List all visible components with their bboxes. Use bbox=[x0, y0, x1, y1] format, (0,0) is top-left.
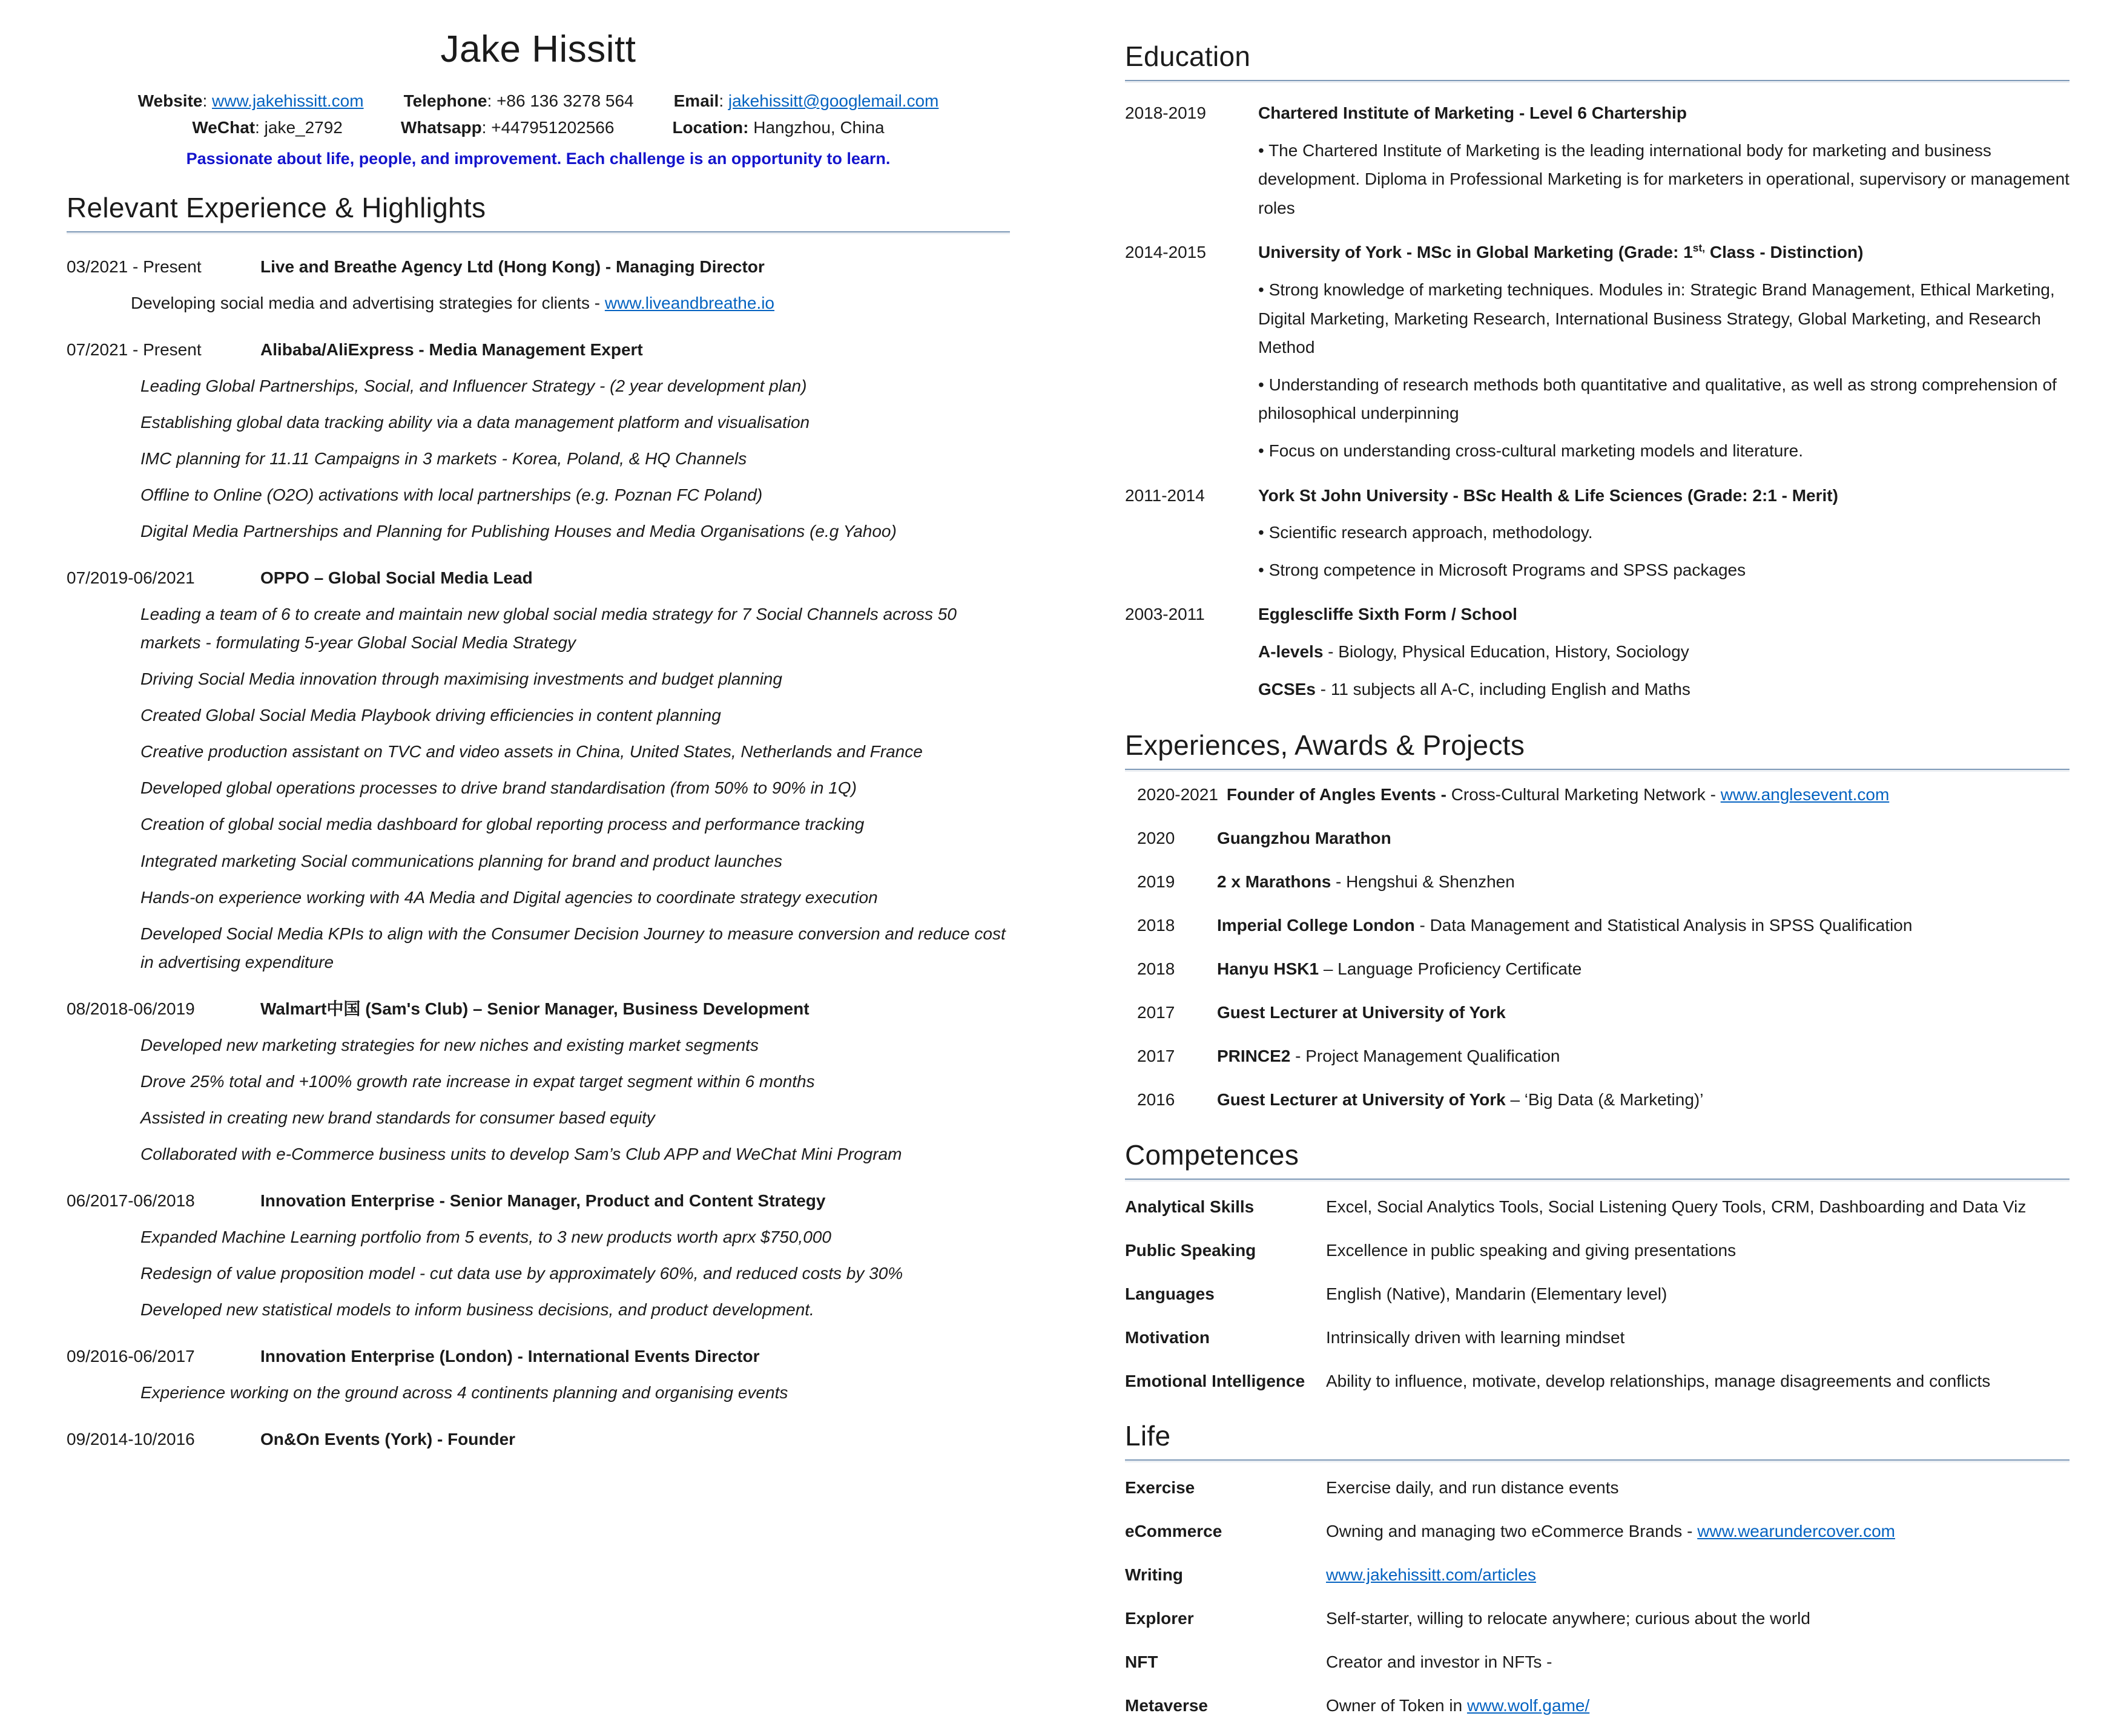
education-bullet bbox=[1258, 275, 2070, 362]
contact-value: Hangzhou, China bbox=[753, 118, 885, 137]
hyperlink[interactable]: www.jakehissitt.com/articles bbox=[1326, 1565, 1536, 1585]
education-bullet-text: Understanding of research methods both quantitative and qualitative, as well as strong comprehension of philosophical underpinning bbox=[1258, 375, 2057, 423]
section-life bbox=[1125, 1419, 2070, 1719]
education-title-text: Egglescliffe Sixth Form / School bbox=[1258, 605, 1517, 624]
section-rule bbox=[67, 231, 1010, 234]
section-awards bbox=[1125, 729, 2070, 1113]
bullet-glyph: • bbox=[1258, 523, 1269, 542]
experience-line bbox=[131, 289, 1010, 317]
education-dates: 2018-2019 bbox=[1125, 104, 1206, 122]
education-bullet-text: Focus on understanding cross-cultural marketing models and literature. bbox=[1268, 441, 1804, 460]
experience-line-text: Establishing global data tracking ability via a data management platform and visualisation bbox=[140, 413, 810, 432]
award-body bbox=[1217, 999, 1506, 1026]
bullet-glyph: • bbox=[1258, 560, 1269, 579]
life-row bbox=[1125, 1605, 2070, 1632]
experience-line-text: Developed global operations processes to drive brand standardisation (from 50% to 90% in 1Q) bbox=[140, 778, 857, 798]
contact-label: Website bbox=[137, 91, 203, 110]
experience-line-text: Created Global Social Media Playbook driving efficiencies in content planning bbox=[140, 706, 721, 725]
contact-value: +86 136 3278 564 bbox=[496, 91, 634, 110]
experience-line bbox=[140, 444, 1010, 473]
experience-entry bbox=[67, 335, 1010, 545]
award-year: 2019 bbox=[1137, 872, 1175, 891]
life-text: Creator and investor in NFTs - bbox=[1326, 1652, 1552, 1672]
award-year: 2017 bbox=[1137, 1046, 1175, 1065]
award-name: Guest Lecturer at University of York bbox=[1217, 1090, 1506, 1109]
section-heading-competences: Competences bbox=[1125, 1139, 1299, 1171]
experience-line bbox=[140, 1223, 1010, 1251]
competences-row bbox=[1125, 1194, 2070, 1220]
experience-line bbox=[140, 372, 1010, 400]
life-value bbox=[1326, 1475, 2070, 1501]
life-text: Exercise daily, and run distance events bbox=[1326, 1478, 1619, 1498]
education-bullet bbox=[1258, 556, 2070, 585]
competences-text: Ability to influence, motivate, develop relationships, manage disagreements and conflicts bbox=[1326, 1371, 1991, 1390]
award-body bbox=[1217, 825, 1391, 852]
award-name: Hanyu HSK1 bbox=[1217, 959, 1319, 978]
award-body bbox=[1217, 869, 1515, 895]
education-bullet-text: Strong competence in Microsoft Programs and SPSS packages bbox=[1268, 560, 1746, 579]
education-dates: 2014-2015 bbox=[1125, 243, 1206, 262]
life-label: Metaverse bbox=[1125, 1696, 1208, 1715]
experience-title: OPPO – Global Social Media Lead bbox=[260, 568, 533, 588]
education-title-text: Class - Distinction) bbox=[1705, 243, 1864, 262]
education-entry bbox=[1125, 481, 2070, 585]
experience-line-text: Driving Social Media innovation through maximising investments and budget planning bbox=[140, 669, 782, 689]
experience-line-text: Leading Global Partnerships, Social, and Influencer Strategy - (2 year development plan) bbox=[140, 376, 807, 396]
contact-label: Email bbox=[673, 91, 719, 110]
education-title bbox=[1258, 238, 1863, 267]
education-bullet bbox=[1258, 518, 2070, 547]
experience-line-text: Developed new statistical models to inform business decisions, and product development. bbox=[140, 1300, 814, 1319]
experience-line-text: Redesign of value proposition model - cut data use by approximately 60%, and reduced costs by 30% bbox=[140, 1263, 903, 1283]
experience-line bbox=[140, 883, 1010, 912]
experience-line bbox=[140, 481, 1010, 509]
award-name: 2 x Marathons bbox=[1217, 872, 1331, 891]
competences-row bbox=[1125, 1237, 2070, 1264]
education-bullet bbox=[1258, 675, 2070, 704]
award-body bbox=[1217, 956, 1581, 982]
competences-label: Motivation bbox=[1125, 1327, 1210, 1347]
tagline: Passionate about life, people, and improvement. Each challenge is an opportunity to learn. bbox=[186, 150, 891, 168]
life-value bbox=[1326, 1518, 2070, 1545]
experience-line-text: Developed Social Media KPIs to align with the Consumer Decision Journey to measure conversion and reduce cost in advertising expenditure bbox=[140, 924, 1006, 972]
experience-line bbox=[140, 1067, 1010, 1096]
education-entry-head bbox=[1125, 481, 2070, 510]
experience-line bbox=[140, 1031, 1010, 1059]
education-title bbox=[1258, 99, 1687, 128]
competences-value bbox=[1326, 1237, 2070, 1264]
award-row bbox=[1137, 1087, 2070, 1113]
contact-label: WeChat bbox=[192, 118, 256, 137]
contact-item bbox=[674, 91, 939, 111]
contact-label: Whatsapp bbox=[400, 118, 482, 137]
experience-line bbox=[140, 600, 1010, 657]
experience-line bbox=[140, 1140, 1010, 1168]
award-body bbox=[1217, 1043, 1560, 1070]
award-year: 2018 bbox=[1137, 959, 1175, 978]
experience-line bbox=[140, 1295, 1010, 1324]
award-row bbox=[1137, 912, 2070, 939]
education-entry bbox=[1125, 600, 2070, 703]
competences-label: Public Speaking bbox=[1125, 1240, 1256, 1260]
experience-line bbox=[140, 1378, 1010, 1407]
experience-line-text: Collaborated with e-Commerce business units to develop Sam’s Club APP and WeChat Mini Program bbox=[140, 1144, 902, 1163]
award-row bbox=[1137, 869, 2070, 895]
contact-item bbox=[138, 91, 364, 111]
award-text: - Hengshui & Shenzhen bbox=[1331, 872, 1515, 891]
experience-line-text: Developed new marketing strategies for new niches and existing market segments bbox=[140, 1035, 759, 1054]
experience-line bbox=[140, 701, 1010, 729]
award-year: 2018 bbox=[1137, 915, 1175, 935]
contact-separator: : bbox=[202, 91, 213, 110]
life-row bbox=[1125, 1518, 2070, 1545]
award-row bbox=[1137, 999, 2070, 1026]
experience-entry bbox=[67, 995, 1010, 1168]
education-bullet-text: - Biology, Physical Education, History, Sociology bbox=[1323, 642, 1689, 661]
experience-entry bbox=[67, 252, 1010, 317]
award-year: 2020 bbox=[1137, 829, 1175, 848]
award-name: Founder of Angles Events - bbox=[1226, 785, 1451, 804]
life-value bbox=[1326, 1692, 2070, 1719]
experience-entry bbox=[67, 564, 1010, 976]
section-heading-awards: Experiences, Awards & Projects bbox=[1125, 729, 1525, 761]
experience-entry bbox=[67, 1186, 1010, 1324]
education-title bbox=[1258, 481, 1838, 510]
section-education bbox=[1125, 40, 2070, 703]
section-heading-education: Education bbox=[1125, 41, 1251, 72]
experience-title: Alibaba/AliExpress - Media Management Expert bbox=[260, 340, 643, 360]
experience-line-text: Developing social media and advertising strategies for clients - bbox=[131, 294, 605, 313]
experience-entry-head bbox=[67, 995, 1010, 1023]
experience-line bbox=[140, 1103, 1010, 1132]
education-title bbox=[1258, 600, 1517, 629]
experience-title: Innovation Enterprise - Senior Manager, Product and Content Strategy bbox=[260, 1191, 826, 1210]
award-body bbox=[1217, 912, 1912, 939]
life-label: Explorer bbox=[1125, 1609, 1194, 1628]
education-dates: 2003-2011 bbox=[1125, 605, 1205, 624]
experience-entry-head bbox=[67, 1186, 1010, 1215]
award-name: Imperial College London bbox=[1217, 915, 1415, 935]
experience-date: 08/2018-06/2019 bbox=[67, 999, 195, 1018]
education-entry bbox=[1125, 238, 2070, 465]
competences-row bbox=[1125, 1324, 2070, 1351]
award-body bbox=[1217, 1087, 1703, 1113]
life-label: eCommerce bbox=[1125, 1522, 1222, 1541]
award-row bbox=[1137, 1043, 2070, 1070]
competences-value bbox=[1326, 1281, 2070, 1307]
experience-line bbox=[140, 1259, 1010, 1287]
contact-value: +447951202566 bbox=[491, 118, 615, 137]
experience-entry-head bbox=[67, 335, 1010, 364]
contact-separator: : bbox=[255, 118, 265, 137]
competences-text: Excellence in public speaking and giving presentations bbox=[1326, 1240, 1736, 1260]
experience-line-text: Expanded Machine Learning portfolio from 5 events, to 3 new products worth aprx $750,000 bbox=[140, 1227, 831, 1246]
award-name: Guangzhou Marathon bbox=[1217, 829, 1391, 848]
life-list bbox=[1125, 1475, 2070, 1719]
life-text: Self-starter, willing to relocate anywhere; curious about the world bbox=[1326, 1609, 1810, 1628]
experience-line bbox=[140, 737, 1010, 766]
experience-line bbox=[140, 774, 1010, 802]
competences-value bbox=[1326, 1368, 2070, 1395]
experience-title: On&On Events (York) - Founder bbox=[260, 1429, 516, 1448]
experience-entry bbox=[67, 1425, 1010, 1453]
contact-item bbox=[401, 118, 615, 137]
experience-line bbox=[140, 665, 1010, 693]
competences-label: Analytical Skills bbox=[1125, 1197, 1255, 1216]
education-bullet bbox=[1258, 136, 2070, 223]
education-title-superscript: st, bbox=[1692, 242, 1706, 255]
experience-line-text: Experience working on the ground across 4 continents planning and organising events bbox=[140, 1383, 788, 1402]
life-value bbox=[1326, 1649, 2070, 1675]
contact-label: Telephone bbox=[403, 91, 487, 110]
experience-title: Live and Breathe Agency Ltd (Hong Kong) - Managing Director bbox=[260, 257, 765, 276]
experience-date: 07/2019-06/2021 bbox=[67, 568, 195, 588]
competences-label: Languages bbox=[1125, 1284, 1215, 1303]
contact-item bbox=[192, 118, 343, 137]
bullet-glyph: • bbox=[1258, 280, 1269, 299]
education-entry-head bbox=[1125, 600, 2070, 629]
experience-line bbox=[140, 517, 1010, 545]
right-column bbox=[1125, 0, 2070, 1736]
competences-list bbox=[1125, 1194, 2070, 1395]
education-bullet-lead: GCSEs bbox=[1258, 679, 1316, 699]
contact-separator: : bbox=[719, 91, 728, 110]
contact-link[interactable]: www.jakehissitt.com bbox=[212, 91, 364, 110]
experience-entries bbox=[67, 252, 1010, 1453]
award-name: Guest Lecturer at University of York bbox=[1217, 1002, 1506, 1022]
contact-separator: : bbox=[487, 91, 497, 110]
experience-line bbox=[140, 408, 1010, 436]
competences-text: Intrinsically driven with learning mindset bbox=[1326, 1327, 1625, 1347]
education-bullet bbox=[1258, 637, 2070, 666]
award-text: – ‘Big Data (& Marketing)’ bbox=[1505, 1090, 1704, 1109]
experience-title: Walmart中国 (Sam's Club) – Senior Manager, Business Development bbox=[260, 999, 810, 1018]
experience-line bbox=[140, 919, 1010, 976]
education-title-text: York St John University - BSc Health & Life Sciences (Grade: 2:1 - Merit) bbox=[1258, 485, 1838, 505]
section-heading-experience: Relevant Experience & Highlights bbox=[67, 192, 486, 223]
contact-link[interactable]: jakehissitt@googlemail.com bbox=[728, 91, 939, 110]
section-heading-life: Life bbox=[1125, 1420, 1171, 1452]
education-entry-head bbox=[1125, 99, 2070, 128]
section-rule bbox=[1125, 80, 2070, 83]
award-row bbox=[1137, 781, 2070, 808]
experience-line-text: Assisted in creating new brand standards for consumer based equity bbox=[140, 1108, 655, 1127]
life-row bbox=[1125, 1562, 2070, 1588]
experience-date: 07/2021 - Present bbox=[67, 340, 202, 360]
experience-line-text: Drove 25% total and +100% growth rate increase in expat target segment within 6 months bbox=[140, 1071, 815, 1091]
section-experience bbox=[67, 191, 1010, 1453]
experience-entry bbox=[67, 1342, 1010, 1407]
hyperlink[interactable]: www.liveandbreathe.io bbox=[604, 294, 775, 313]
competences-text: English (Native), Mandarin (Elementary level) bbox=[1326, 1284, 1667, 1303]
experience-date: 09/2016-06/2017 bbox=[67, 1346, 195, 1366]
award-text: – Language Proficiency Certificate bbox=[1319, 959, 1582, 978]
experience-line bbox=[140, 810, 1010, 838]
education-entries bbox=[1125, 99, 2070, 703]
experience-date: 09/2014-10/2016 bbox=[67, 1429, 195, 1448]
experience-line-text: Digital Media Partnerships and Planning for Publishing Houses and Media Organisations (e.g Yahoo) bbox=[140, 522, 897, 541]
contact-label: Location: bbox=[672, 118, 749, 137]
education-title-text: Chartered Institute of Marketing - Level 6 Chartership bbox=[1258, 104, 1687, 122]
award-year: 2017 bbox=[1137, 1002, 1175, 1022]
competences-label: Emotional Intelligence bbox=[1125, 1371, 1305, 1390]
award-text: - Data Management and Statistical Analysis in SPSS Qualification bbox=[1414, 915, 1913, 935]
experience-line-text: Integrated marketing Social communications planning for brand and product launches bbox=[140, 851, 782, 870]
education-bullet bbox=[1258, 436, 2070, 465]
experience-line-text: Creation of global social media dashboard for global reporting process and performance tracking bbox=[140, 815, 865, 834]
life-value bbox=[1326, 1605, 2070, 1632]
life-label: Exercise bbox=[1125, 1478, 1195, 1498]
experience-title: Innovation Enterprise (London) - International Events Director bbox=[260, 1346, 760, 1366]
contact-row-1 bbox=[67, 91, 1010, 111]
contact-row-2 bbox=[67, 118, 1010, 137]
competences-text: Excel, Social Analytics Tools, Social Listening Query Tools, CRM, Dashboarding and Data Viz bbox=[1326, 1197, 2027, 1216]
award-row bbox=[1137, 956, 2070, 982]
resume-header bbox=[67, 0, 1010, 168]
contact-item bbox=[672, 118, 884, 137]
experience-date: 03/2021 - Present bbox=[67, 257, 202, 276]
education-entry bbox=[1125, 99, 2070, 222]
education-dates: 2011-2014 bbox=[1125, 485, 1205, 505]
award-year: 2016 bbox=[1137, 1090, 1175, 1109]
experience-line-text: IMC planning for 11.11 Campaigns in 3 markets - Korea, Poland, & HQ Channels bbox=[140, 449, 747, 469]
education-bullet bbox=[1258, 370, 2070, 428]
section-rule bbox=[1125, 1459, 2070, 1462]
experience-entry-head bbox=[67, 1342, 1010, 1370]
life-row bbox=[1125, 1649, 2070, 1675]
competences-row bbox=[1125, 1281, 2070, 1307]
education-entry-head bbox=[1125, 238, 2070, 267]
contact-separator: : bbox=[481, 118, 492, 137]
life-row bbox=[1125, 1692, 2070, 1719]
award-body bbox=[1227, 781, 1889, 808]
education-bullet-text: The Chartered Institute of Marketing is the leading international body for marketing and business development. Diploma in Professional Marketing is for marketers in operational, supervisory or management roles bbox=[1258, 140, 2070, 217]
life-value bbox=[1326, 1562, 2070, 1588]
education-title-text: University of York - MSc in Global Marketing (Grade: 1 bbox=[1258, 243, 1693, 262]
life-text: Owner of Token in bbox=[1326, 1696, 1467, 1715]
experience-date: 06/2017-06/2018 bbox=[67, 1191, 195, 1210]
section-rule bbox=[1125, 769, 2070, 772]
bullet-glyph: • bbox=[1258, 140, 1269, 160]
award-text: Cross-Cultural Marketing Network - bbox=[1451, 785, 1721, 804]
hyperlink[interactable]: www.wearundercover.com bbox=[1697, 1522, 1895, 1541]
life-label: Writing bbox=[1125, 1565, 1183, 1585]
contact-value: jake_2792 bbox=[264, 118, 343, 137]
section-competences bbox=[1125, 1139, 2070, 1395]
experience-entry-head bbox=[67, 564, 1010, 592]
hyperlink[interactable]: www.anglesevent.com bbox=[1720, 785, 1890, 804]
awards-list bbox=[1125, 781, 2070, 1113]
education-bullet-lead: A-levels bbox=[1258, 642, 1324, 661]
experience-line-text: Creative production assistant on TVC and video assets in China, United States, Netherlands and France bbox=[140, 742, 923, 761]
page-title: Jake Hissitt bbox=[440, 28, 636, 70]
life-label: NFT bbox=[1125, 1652, 1158, 1672]
competences-row bbox=[1125, 1368, 2070, 1395]
bullet-glyph: • bbox=[1258, 441, 1269, 460]
life-text: Owning and managing two eCommerce Brands - bbox=[1326, 1522, 1698, 1541]
education-bullet-text: Strong knowledge of marketing techniques. Modules in: Strategic Brand Management, Ethical Marketing, Digital Marketing, Marketing Research, International Business Strategy, Global Marketing, and Research Method bbox=[1258, 280, 2055, 357]
experience-line-text: Offline to Online (O2O) activations with local partnerships (e.g. Poznan FC Poland) bbox=[140, 485, 763, 505]
competences-value bbox=[1326, 1324, 2070, 1351]
experience-line bbox=[140, 847, 1010, 875]
left-column bbox=[67, 0, 1010, 1453]
section-rule bbox=[1125, 1179, 2070, 1182]
education-bullet-text: - 11 subjects all A-C, including English and Maths bbox=[1315, 679, 1690, 699]
award-name: PRINCE2 bbox=[1217, 1046, 1291, 1065]
contact-item bbox=[404, 91, 634, 111]
award-year: 2020-2021 bbox=[1137, 785, 1218, 804]
experience-line-text: Leading a team of 6 to create and maintain new global social media strategy for 7 Social Channels across 50 markets - formulating 5-year Global Social Media Strategy bbox=[140, 605, 957, 653]
education-bullet-text: Scientific research approach, methodology. bbox=[1268, 523, 1593, 542]
experience-entry-head bbox=[67, 1425, 1010, 1453]
experience-entry-head bbox=[67, 252, 1010, 281]
competences-value bbox=[1326, 1194, 2070, 1220]
life-row bbox=[1125, 1475, 2070, 1501]
award-row bbox=[1137, 825, 2070, 852]
bullet-glyph: • bbox=[1258, 375, 1269, 394]
hyperlink[interactable]: www.wolf.game/ bbox=[1466, 1696, 1590, 1715]
experience-line-text: Hands-on experience working with 4A Media and Digital agencies to coordinate strategy execution bbox=[140, 887, 878, 907]
award-text: - Project Management Qualification bbox=[1290, 1046, 1560, 1065]
